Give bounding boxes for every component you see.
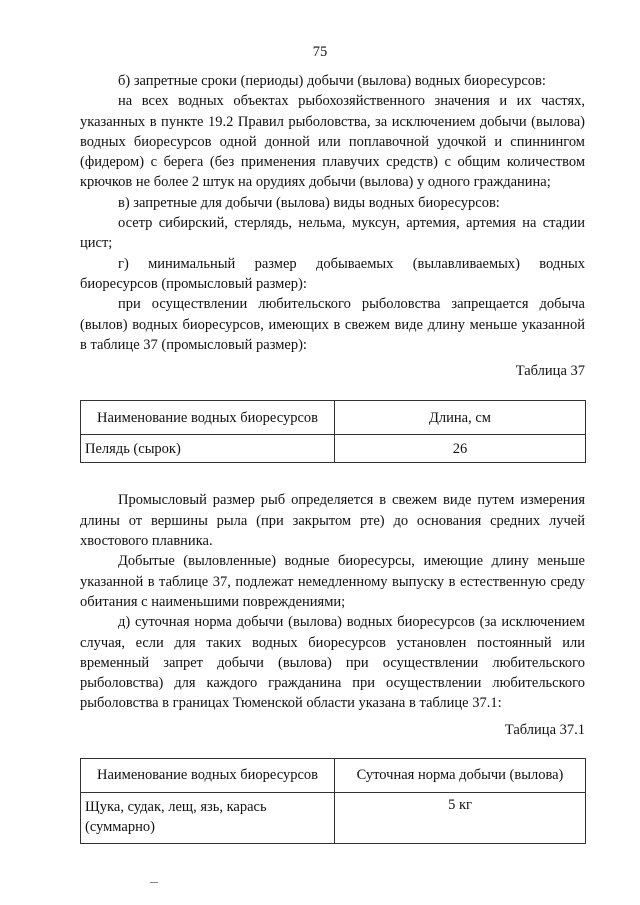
- table-cell: Щука, судак, лещ, язь, карась (суммарно): [81, 793, 335, 844]
- table-37-1: [80, 758, 586, 844]
- table-header-cell: Наименование водных биоресурсов: [81, 401, 335, 435]
- paragraph-measure: Промысловый размер рыб определяется в свежем виде путем измерения длины от вершины рыла (при закрытом рте) до основания средних лучей хвостового плавника.: [80, 492, 585, 550]
- table-cell: Пелядь (сырок): [81, 435, 335, 463]
- table-header-cell: Суточная норма добычи (вылова): [335, 759, 586, 793]
- paragraph-v-heading: в) запретные для добычи (вылова) виды водных биоресурсов:: [118, 194, 500, 211]
- paragraph-g-heading: г) минимальный размер добываемых (вылавливаемых) водных биоресурсов (промысловый размер):: [80, 255, 585, 292]
- table-row: [81, 793, 586, 844]
- table-37-1-caption: Таблица 37.1: [504, 721, 585, 738]
- table-37: [80, 400, 586, 463]
- paragraph-v-text: осетр сибирский, стерлядь, нельма, муксун, артемия, артемия на стадии цист;: [80, 215, 585, 252]
- paragraph-b-heading: б) запретные сроки (периоды) добычи (вылова) водных биоресурсов:: [118, 73, 546, 89]
- document-body: [80, 71, 585, 844]
- table-header-cell: Длина, см: [335, 401, 586, 435]
- paragraph-b-text: на всех водных объектах рыбохозяйственного значения и их частях, указанных в пункте 19.2 Правил рыболовства, за исключением добычи (вылова) водных биоресурсов одной донной или поплавочной удочкой и спиннингом (фидером) с берега (без применения плавучих средств) с общим количеством крючков не более 2 штук на орудиях добычи (вылова) у одного гражданина;: [80, 93, 585, 191]
- scan-artifact-mark: [150, 882, 158, 883]
- table-row: [81, 435, 586, 463]
- table-header-cell: Наименование водных биоресурсов: [81, 759, 335, 793]
- paragraph-g-text: при осуществлении любительского рыболовства запрещается добыча (вылов) водных биоресурсов, имеющих в свежем виде длину меньше указанной в таблице 37 (промысловый размер):: [80, 296, 585, 353]
- table-header-row: [81, 759, 586, 793]
- table-37-caption: Таблица 37: [515, 363, 585, 380]
- table-cell: 26: [335, 435, 586, 463]
- page-number: 75: [312, 44, 328, 60]
- paragraph-d: д) суточная норма добычи (вылова) водных биоресурсов (за исключением случая, если для таких водных биоресурсов установлен постоянный или временный запрет добычи (вылова) при осуществлении любительского рыболовства) для каждого гражданина при осуществлении любительского рыболовства в границах Тюменской области указана в таблице 37.1:: [80, 614, 585, 712]
- paragraph-release: Добытые (выловленные) водные биоресурсы, имеющие длину меньше указанной в таблице 37, подлежат немедленному выпуску в естественную среду обитания с наименьшими повреждениями;: [80, 553, 585, 610]
- table-cell: 5 кг: [335, 793, 586, 844]
- middle-paragraphs: [80, 490, 585, 713]
- table-header-row: [81, 401, 586, 435]
